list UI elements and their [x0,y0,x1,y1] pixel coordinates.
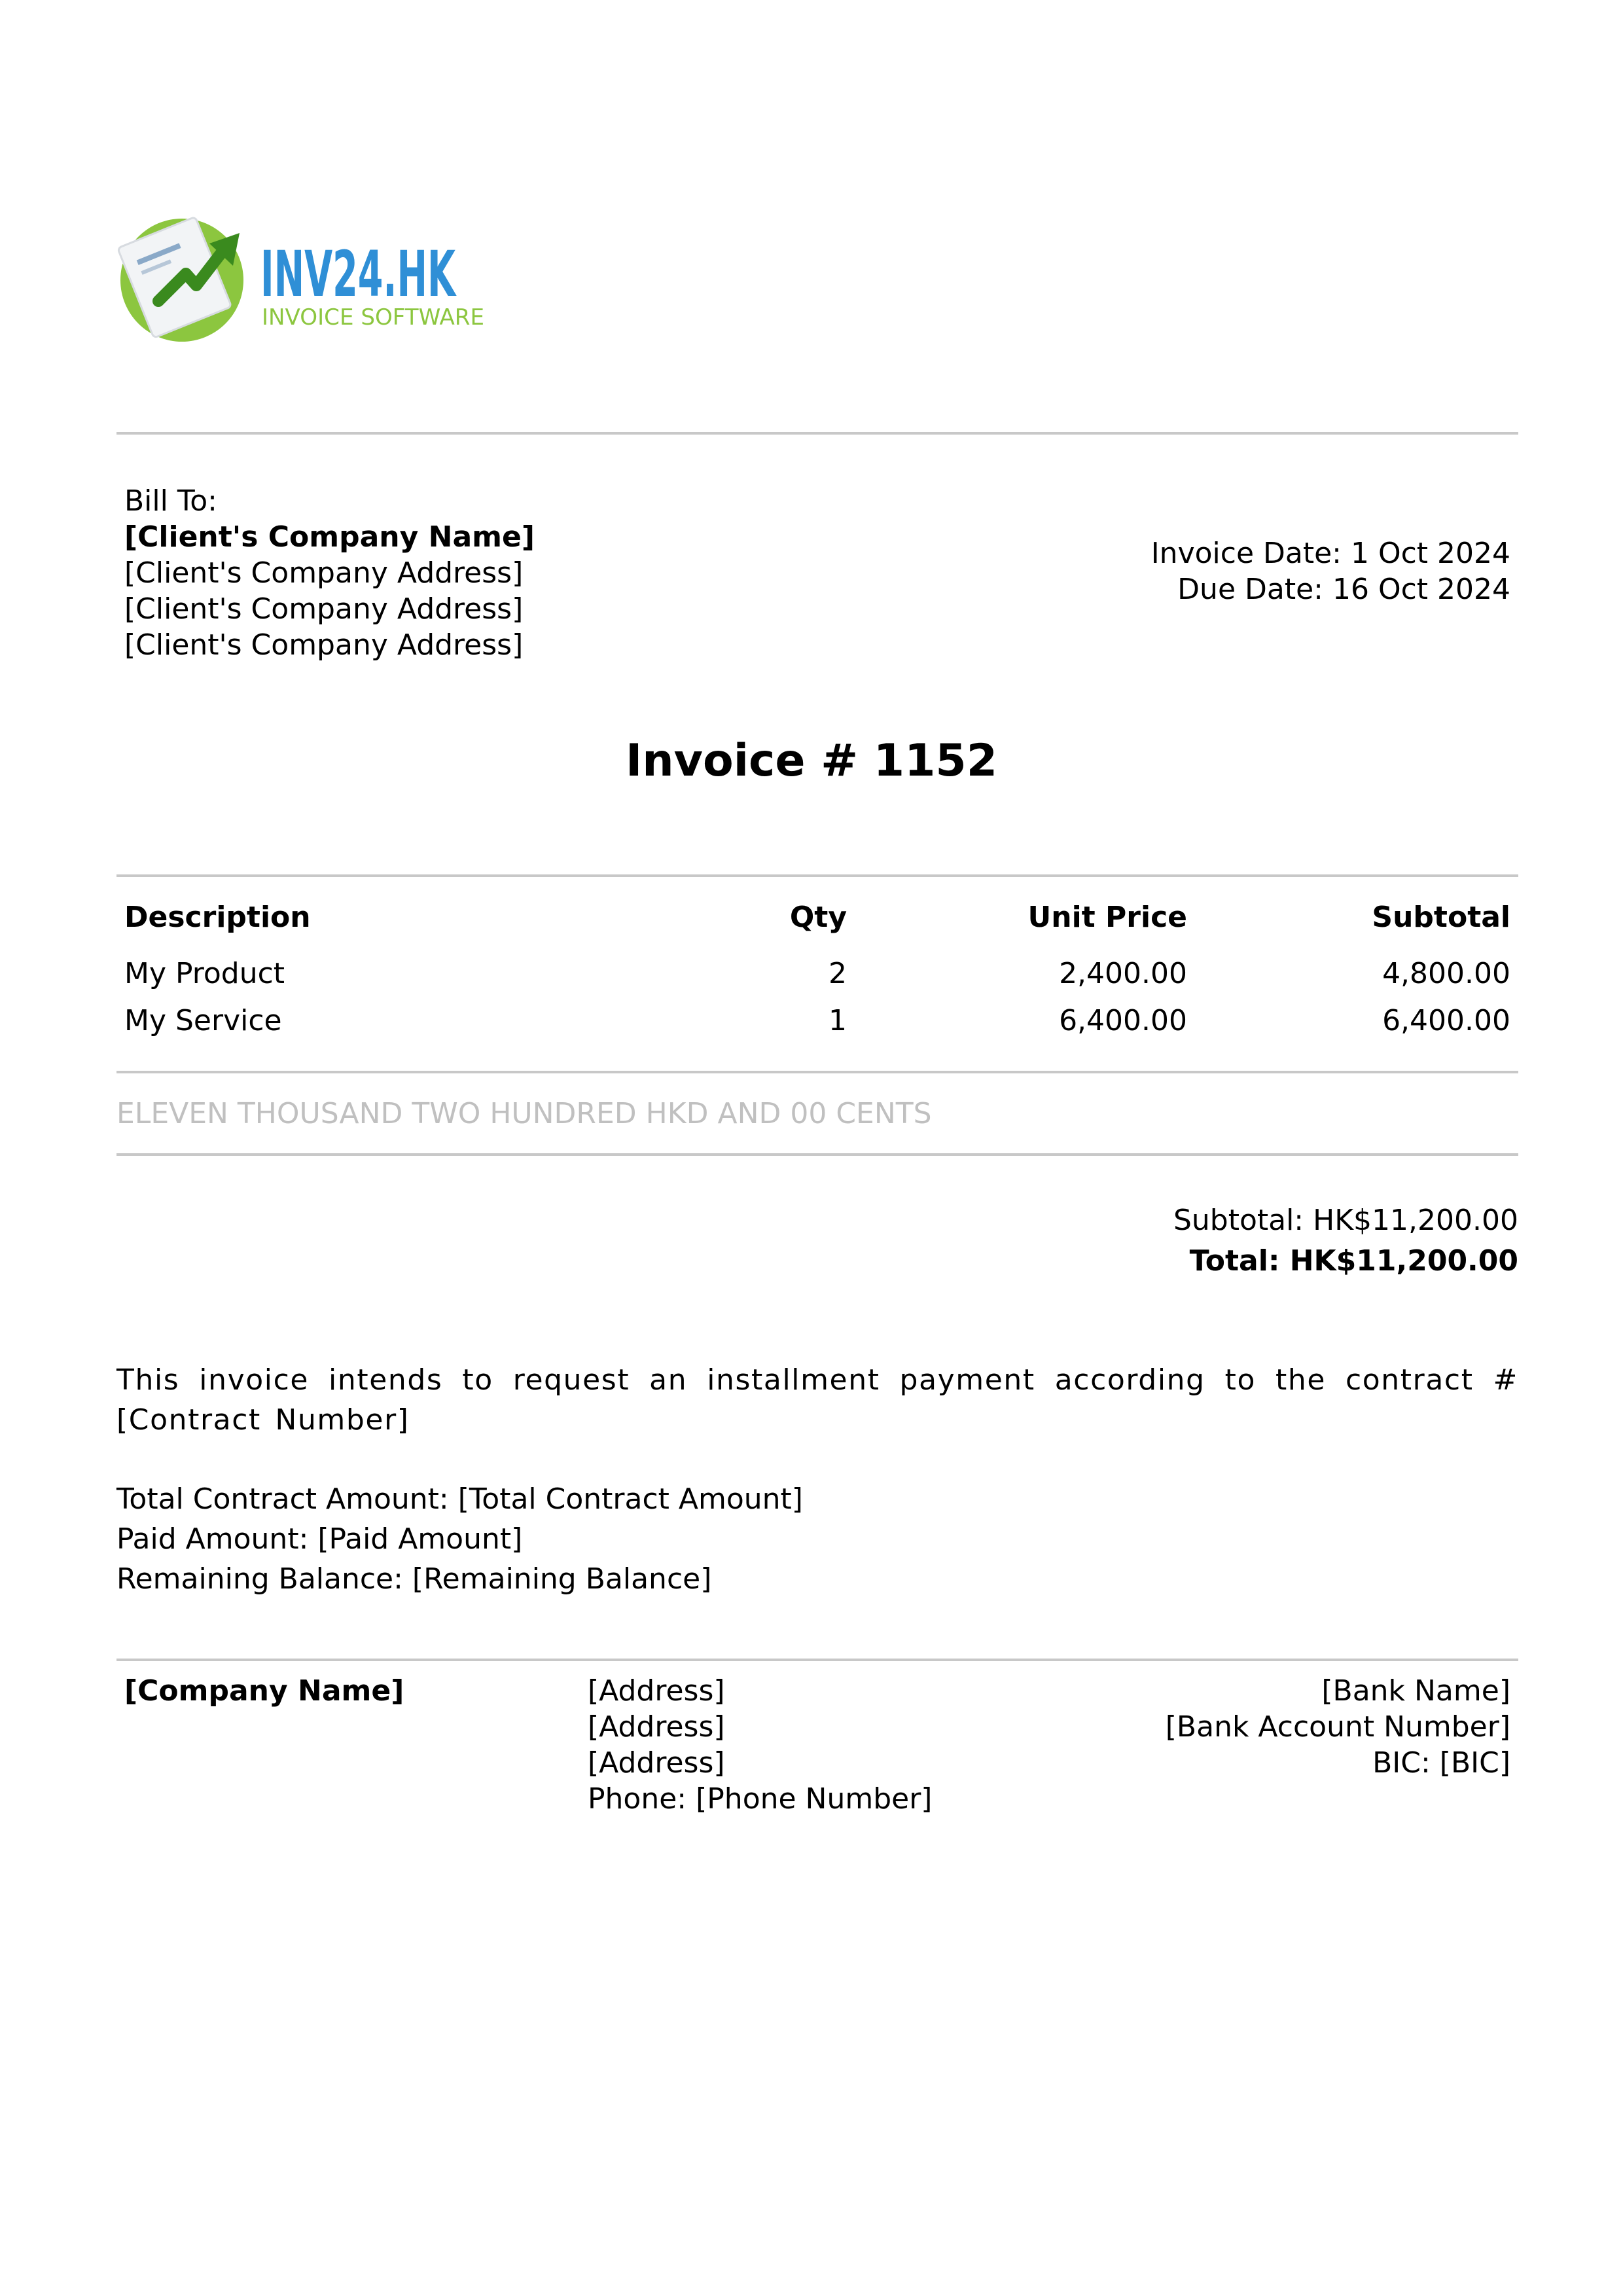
table-top-divider [116,874,1518,877]
company-logo [118,209,510,347]
footer-phone: Phone: [Phone Number] [588,1782,933,1816]
item-qty: 2 [829,957,847,990]
client-address-line: [Client's Company Address] [124,556,524,590]
header-unit-price: Unit Price [1027,901,1187,934]
item-description: My Service [124,1004,282,1037]
item-unit-price: 6,400.00 [1059,1004,1187,1037]
item-qty: 1 [829,1004,847,1037]
contract-amounts [116,1479,1518,1599]
table-bottom-divider [116,1071,1518,1073]
bill-to-label: Bill To: [124,484,217,518]
bill-to-block [124,483,535,663]
item-unit-price: 2,400.00 [1059,957,1187,990]
client-address-line: [Client's Company Address] [124,592,524,626]
remaining-balance: Remaining Balance: [Remaining Balance] [116,1562,712,1596]
item-subtotal: 4,800.00 [1382,957,1510,990]
header-qty: Qty [789,901,847,934]
logo-graphic [118,209,510,347]
words-divider [116,1153,1518,1156]
installment-intro: This invoice intends to request an installment payment according to the contract # [Contract Number] [116,1363,1518,1437]
amount-in-words: ELEVEN THOUSAND TWO HUNDRED HKD AND 00 CENTS [116,1097,932,1130]
paid-amount: Paid Amount: [Paid Amount] [116,1522,523,1556]
table-row [116,957,1518,1004]
header-subtotal: Subtotal [1372,901,1510,934]
footer-address-line: [Address] [588,1710,725,1744]
footer-bic: BIC: [BIC] [1372,1746,1510,1780]
due-date: Due Date: 16 Oct 2024 [1177,573,1510,606]
invoice-date: Invoice Date: 1 Oct 2024 [1150,537,1510,570]
logo-brand: INV24.HK [260,238,457,311]
logo-tagline: INVOICE SOFTWARE [262,304,484,331]
table-header-row [116,901,1518,957]
footer-bank [1166,1673,1510,1781]
table-row [116,1004,1518,1051]
footer-company [124,1673,404,1709]
subtotal-amount: Subtotal: HK$11,200.00 [1173,1204,1518,1237]
total-contract-amount: Total Contract Amount: [Total Contract Amount] [116,1482,803,1516]
line-items-table [116,901,1518,1051]
footer-divider [116,1659,1518,1661]
item-description: My Product [124,957,285,990]
header-divider [116,432,1518,435]
invoice-title: Invoice # 1152 [625,735,998,787]
client-company-name: [Client's Company Name] [124,520,535,554]
item-subtotal: 6,400.00 [1382,1004,1510,1037]
totals-block [1173,1200,1518,1282]
footer-address-line: [Address] [588,1674,725,1708]
invoice-dates [1151,535,1510,607]
footer-bank-name: [Bank Name] [1321,1674,1510,1708]
footer-bank-account: [Bank Account Number] [1165,1710,1510,1744]
total-amount: Total: HK$11,200.00 [1189,1244,1518,1278]
client-address-line: [Client's Company Address] [124,628,524,662]
header-description: Description [124,901,311,934]
footer-company-name: [Company Name] [124,1674,404,1708]
footer-address [588,1673,932,1817]
footer-address-line: [Address] [588,1746,725,1780]
installment-notes [116,1360,1518,1599]
